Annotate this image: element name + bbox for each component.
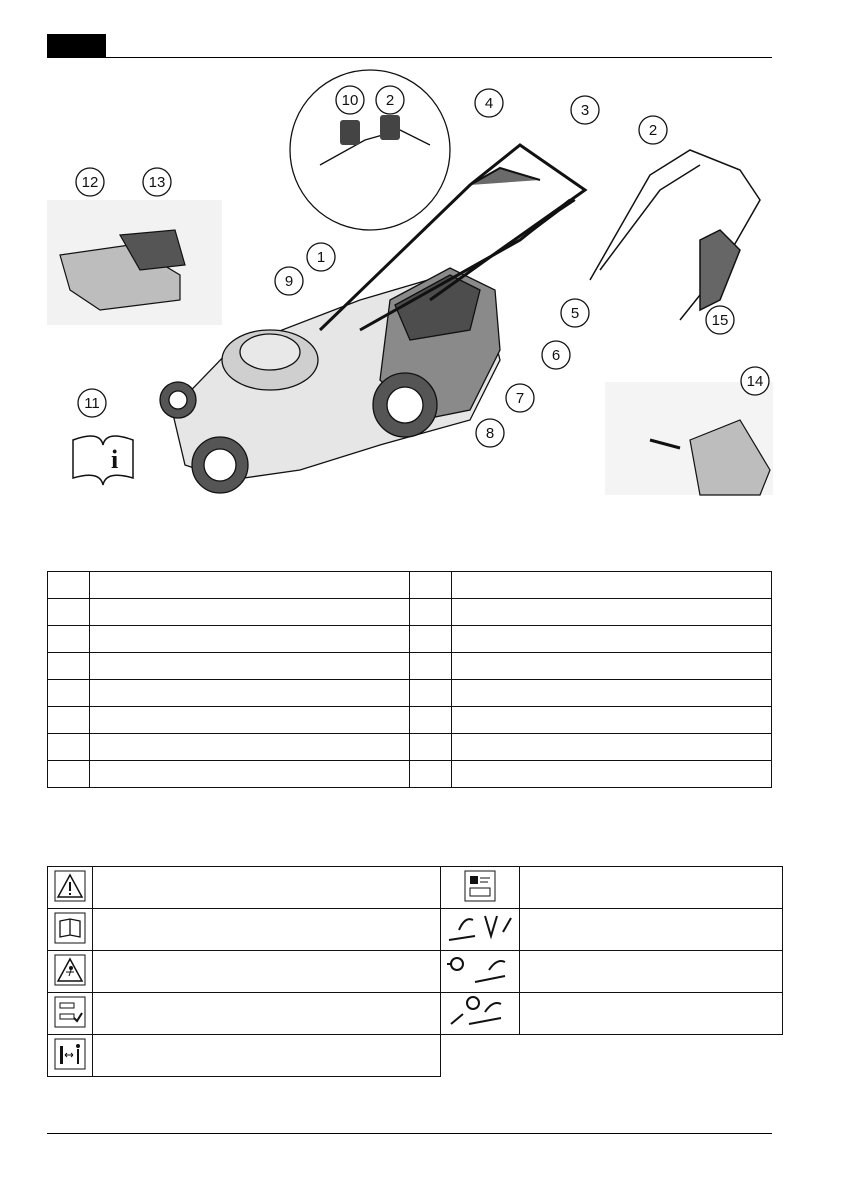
callout-7 [506, 384, 534, 412]
callout-10 [336, 86, 364, 114]
svg-text:2: 2 [648, 122, 658, 139]
svg-text:14: 14 [746, 373, 764, 390]
callout-15 [706, 306, 734, 334]
table-row [48, 734, 772, 761]
drive-lever-icon [441, 951, 520, 993]
svg-text:2: 2 [385, 92, 395, 109]
read-manual-icon [48, 909, 93, 951]
callout-9 [275, 267, 303, 295]
table-row [48, 993, 783, 1035]
svg-text:1: 1 [316, 249, 326, 266]
svg-text:10: 10 [341, 92, 359, 109]
callout-4 [475, 89, 503, 117]
parts-legend-table [47, 571, 772, 788]
bag-detail [47, 200, 222, 325]
table-row [48, 1035, 783, 1077]
table-row [48, 909, 783, 951]
footer-rule [47, 1133, 772, 1134]
table-row [48, 626, 772, 653]
callout-1 [307, 243, 335, 271]
lever-engage-icon [441, 909, 520, 951]
table-row [48, 761, 772, 788]
blade-lever-icon [441, 993, 520, 1035]
svg-text:3: 3 [580, 102, 590, 119]
callout-5 [561, 299, 589, 327]
symbols-table [47, 866, 783, 1077]
svg-text:11: 11 [84, 395, 100, 412]
callout-2a [376, 86, 404, 114]
handle-detail [590, 150, 760, 320]
svg-text:5: 5 [570, 305, 580, 322]
table-row [48, 572, 772, 599]
table-row [48, 599, 772, 626]
svg-text:i: i [111, 445, 119, 474]
warning-triangle-icon [48, 867, 93, 909]
callout-6 [542, 341, 570, 369]
keep-distance-icon [48, 1035, 93, 1077]
thrown-objects-hazard-icon [48, 951, 93, 993]
callout-14 [741, 367, 769, 395]
table-row [48, 707, 772, 734]
table-row [48, 951, 783, 993]
svg-text:7: 7 [515, 390, 525, 407]
table-row [48, 867, 783, 909]
svg-text:6: 6 [551, 347, 561, 364]
callout-12 [76, 168, 104, 196]
engine-plate-icon [441, 867, 520, 909]
callout-2b [639, 116, 667, 144]
svg-text:12: 12 [81, 174, 99, 191]
svg-text:13: 13 [148, 174, 166, 191]
svg-text:8: 8 [485, 425, 495, 442]
callout-8 [476, 419, 504, 447]
callout-3 [571, 96, 599, 124]
table-row [48, 680, 772, 707]
maintenance-check-icon [48, 993, 93, 1035]
svg-text:9: 9 [284, 273, 294, 290]
mower-illustration [0, 0, 843, 540]
callout-13 [143, 168, 171, 196]
detail-inset-levers [290, 70, 450, 230]
read-manual-book-icon [73, 436, 133, 485]
table-row [48, 653, 772, 680]
callout-11 [78, 389, 106, 417]
svg-text:4: 4 [484, 95, 494, 112]
mulch-plug-detail [605, 382, 773, 495]
svg-text:15: 15 [711, 312, 729, 329]
